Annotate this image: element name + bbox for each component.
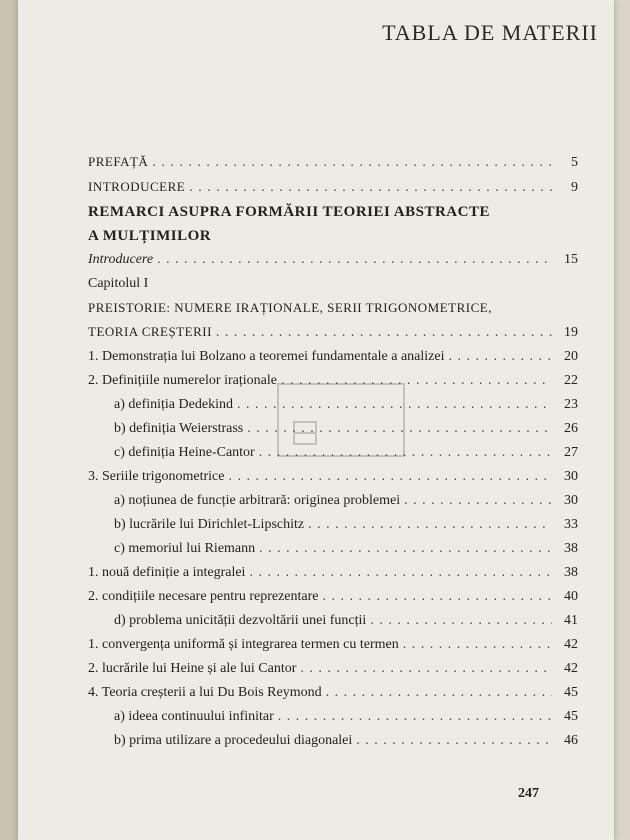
dot-leader (448, 345, 552, 369)
toc-entry (88, 489, 578, 513)
dot-leader (300, 657, 552, 681)
toc-entry (88, 561, 578, 585)
dot-leader (281, 369, 552, 393)
toc-page-number: 38 (564, 541, 578, 556)
toc-entry-label: Capitolul I (88, 276, 149, 291)
toc-entry-label: 1. convergența uniformă și integrarea termen cu termen (88, 637, 399, 652)
dot-leader (259, 441, 552, 465)
toc-entry-label: 1. Demonstrația lui Bolzano a teoremei fundamentale a analizei (88, 349, 445, 364)
toc-page-number: 27 (564, 445, 578, 460)
dot-leader (322, 585, 552, 609)
toc-entry (88, 320, 578, 345)
toc-entry-label: INTRODUCERE (88, 179, 186, 194)
toc-entry (88, 513, 578, 537)
toc-page-number: 23 (564, 397, 578, 412)
toc-page-number: 45 (564, 709, 578, 724)
toc-entry-label: b) prima utilizare a procedeului diagonalei (114, 733, 353, 748)
dot-leader (356, 729, 552, 753)
toc-page-number: 19 (564, 325, 578, 340)
toc-entry (88, 705, 578, 729)
toc-page-number: 26 (564, 421, 578, 436)
toc-entry (88, 681, 578, 705)
toc-page-number: 30 (564, 493, 578, 508)
toc-page-number: 38 (564, 565, 578, 580)
toc-entry-label: 2. Definițiile numerelor iraționale (88, 373, 277, 388)
toc-entry (88, 150, 578, 175)
toc-entry (88, 609, 578, 633)
toc-entry-label: PREISTORIE: NUMERE IRAȚIONALE, SERII TRIGONOMETRICE, (88, 300, 492, 315)
toc-entry-label: REMARCI ASUPRA FORMĂRII TEORIEI ABSTRACTE (88, 204, 490, 220)
toc-page-number: 22 (564, 373, 578, 388)
toc-entry-line (88, 296, 578, 320)
page-number: 247 (518, 786, 539, 801)
dot-leader (326, 681, 552, 705)
dot-leader (237, 393, 552, 417)
toc-page-number: 15 (564, 252, 578, 267)
toc-entry-label: A MULȚIMILOR (88, 228, 212, 244)
toc-entry (88, 441, 578, 465)
toc-entry-label: c) memoriul lui Riemann (114, 541, 256, 556)
toc-entry (88, 175, 578, 200)
toc-page-number: 46 (564, 733, 578, 748)
toc-entry-label: TEORIA CREȘTERII (88, 324, 212, 339)
toc-entry-label: 3. Seriile trigonometrice (88, 469, 225, 484)
dot-leader (308, 513, 552, 537)
dot-leader (152, 151, 552, 175)
toc-entry (88, 272, 578, 296)
toc-entry (88, 729, 578, 753)
toc-entry-label: 1. nouă definiție a integralei (88, 565, 246, 580)
toc-page-number: 5 (571, 155, 578, 170)
toc-entry (88, 393, 578, 417)
dot-leader (370, 609, 552, 633)
toc-page-number: 42 (564, 661, 578, 676)
page-title: TABLA DE MATERII (382, 20, 598, 45)
toc-page-number: 33 (564, 517, 578, 532)
toc-entry (88, 465, 578, 489)
toc-entry-label: 2. condițiile necesare pentru reprezentare (88, 589, 319, 604)
dot-leader (216, 321, 552, 345)
dot-leader (247, 417, 552, 441)
toc-entry-label: 2. lucrările lui Heine și ale lui Cantor (88, 661, 297, 676)
toc-entry-label: 4. Teoria creșterii a lui Du Bois Reymond (88, 685, 322, 700)
dot-leader (249, 561, 552, 585)
toc-entry-label: b) lucrările lui Dirichlet-Lipschitz (114, 517, 305, 532)
toc-entry (88, 417, 578, 441)
toc-page-number: 41 (564, 613, 578, 628)
toc-entry (88, 369, 578, 393)
dot-leader (189, 176, 552, 200)
book-page (18, 0, 614, 840)
book-spine-edge (0, 0, 18, 840)
toc-entry-label: d) problema unicității dezvoltării unei funcții (114, 613, 367, 628)
toc-page-number: 20 (564, 349, 578, 364)
toc-entry-label: b) definiția Weierstrass (114, 421, 244, 436)
toc-page-number: 40 (564, 589, 578, 604)
toc-entry (88, 633, 578, 657)
toc-entry-label: PREFAȚĂ (88, 154, 149, 169)
toc-entry-label: a) noțiunea de funcție arbitrară: originea problemei (114, 493, 401, 508)
dot-leader (259, 537, 552, 561)
toc-entry (88, 224, 578, 248)
toc-entry (88, 248, 578, 272)
toc-entry (88, 657, 578, 681)
dot-leader (157, 248, 552, 272)
dot-leader (403, 633, 552, 657)
toc-entry-label: a) definiția Dedekind (114, 397, 233, 412)
dot-leader (404, 489, 552, 513)
toc-page-number: 9 (571, 180, 578, 195)
toc-entry-label: Introducere (88, 252, 154, 267)
toc-entry (88, 537, 578, 561)
toc-entry-label: c) definiția Heine-Cantor (114, 445, 255, 460)
toc-entry-line (88, 200, 578, 224)
toc-page-number: 30 (564, 469, 578, 484)
toc-page-number: 45 (564, 685, 578, 700)
table-of-contents (88, 150, 578, 753)
dot-leader (278, 705, 552, 729)
dot-leader (228, 465, 552, 489)
toc-entry (88, 585, 578, 609)
toc-entry (88, 345, 578, 369)
toc-entry-label: a) ideea continuului infinitar (114, 709, 274, 724)
toc-page-number: 42 (564, 637, 578, 652)
